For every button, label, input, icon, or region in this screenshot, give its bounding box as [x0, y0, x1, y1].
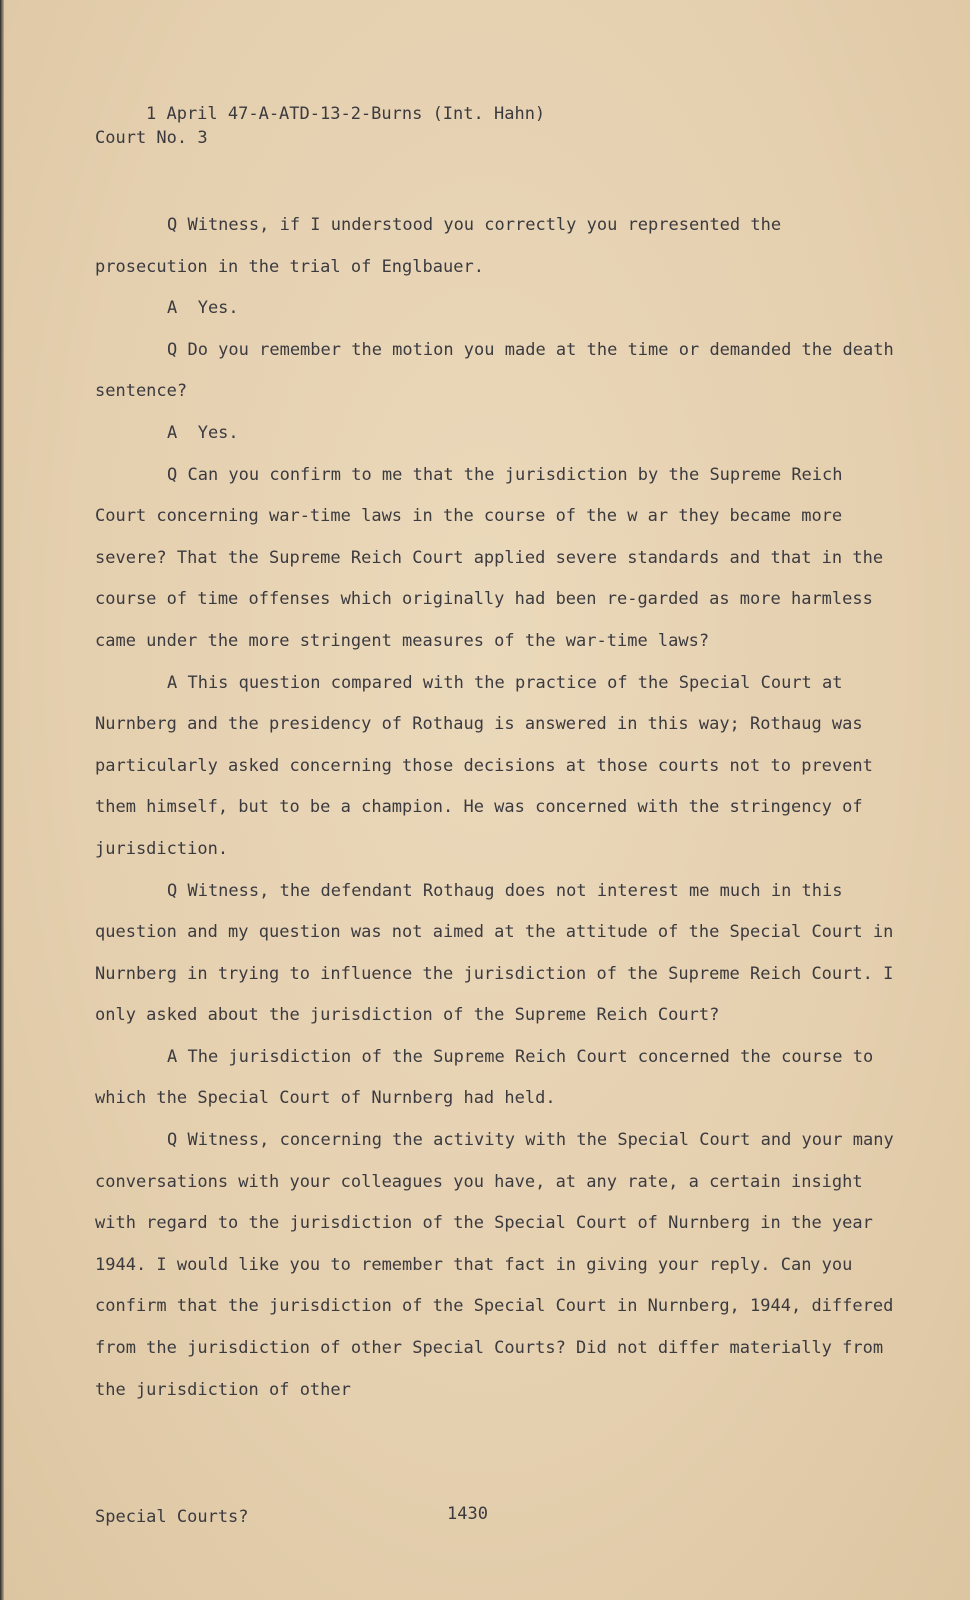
paragraph: Q Witness, if I understood you correctly you represented the prosecution in the trial of Englbauer. — [95, 215, 782, 277]
paragraph: A Yes. — [167, 298, 239, 319]
paragraph: A This question compared with the practice of the Special Court at Nurnberg and the presidency of Rothaug is answered in this way; Rothaug was particularly asked concerning those decisions at those courts not to prevent them himself, but to be a champion. He was concerned with the stringency of jurisdiction. — [95, 672, 873, 859]
paragraph-end: Special Courts? — [95, 1507, 249, 1527]
paragraph: Q Witness, concerning the activity with the Special Court and your many conversations with your colleagues you have, at any rate, a certain insight with regard to the jurisdiction of the Special Court of Nurnberg in the year 1944. I would like you to remember that fact in giving your reply. Can you confirm that the jurisdiction of the Special Court in Nurnberg, 1944, differed from the jurisdiction of other Special Courts? Did not differ materially from the jurisdiction of other — [95, 1130, 894, 1400]
page-number: 1430 — [447, 1504, 488, 1524]
court-number: Court No. 3 — [95, 128, 208, 148]
transcript-header: 1 April 47-A-ATD-13-2-Burns (Int. Hahn) — [146, 104, 546, 124]
paragraph: Q Can you confirm to me that the jurisdiction by the Supreme Reich Court concerning war-time laws in the course of the w ar they became more severe? That the Supreme Reich Court applied severe standards and that in the course of time offenses which originally had been re-garded as more harmless came under the more stringent measures of the war-time laws? — [95, 464, 884, 651]
paragraph: Q Witness, the defendant Rothaug does not interest me much in this question and my question was not aimed at the attitude of the Special Court in Nurnberg in trying to influence the jurisdiction of the Supreme Reich Court. I only asked about the jurisdiction of the Supreme Reich Court? — [95, 880, 894, 1026]
paragraph: A Yes. — [167, 422, 239, 443]
transcript-body — [95, 205, 895, 1411]
paragraph: Q Do you remember the motion you made at the time or demanded the death sentence? — [95, 339, 894, 402]
page-edge — [0, 0, 4, 1600]
paragraph: A The jurisdiction of the Supreme Reich Court concerned the course to which the Special Court of Nurnberg had held. — [95, 1046, 874, 1109]
